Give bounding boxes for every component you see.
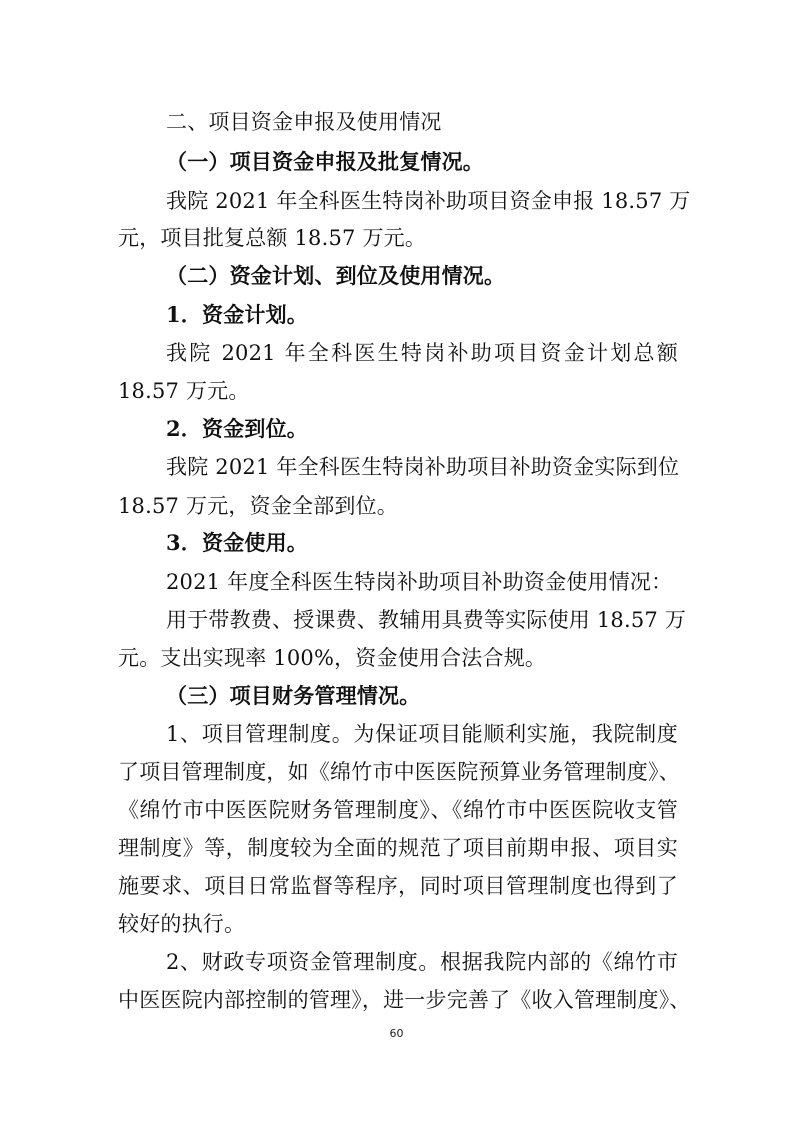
item1-line-2: 18.57 万元。 (118, 379, 250, 403)
sub3-p2-line-2: 中医医院内部控制的管理》，进一步完善了《收入管理制度》、 (118, 988, 691, 1012)
page-number: 60 (389, 1027, 404, 1040)
item1-line-1: 我院 2021 年全科医生特岗补助项目资金计划总额 (166, 341, 678, 365)
item3-title: 3．资金使用。 (166, 530, 309, 555)
sub1-title: （一）项目资金申报及批复情况。 (166, 149, 484, 174)
sub3-p1-line-5: 施要求、项目日常监督等程序，同时项目管理制度也得到了 (118, 874, 678, 898)
item3-line-1: 2021 年度全科医生特岗补助项目补助资金使用情况： (166, 570, 673, 594)
section-heading: 二、项目资金申报及使用情况 (166, 110, 442, 134)
item2-line-2: 18.57 万元，资金全部到位。 (118, 494, 398, 518)
item3-line-3: 元。支出实现率 100%，资金使用合法合规。 (118, 646, 547, 670)
sub3-p1-line-3: 《绵竹市中医医院财务管理制度》、《绵竹市中医医院收支管 (118, 798, 678, 822)
sub3-p1-line-6: 较好的执行。 (118, 912, 246, 936)
sub3-p1-line-2: 了项目管理制度，如《绵竹市中医医院预算业务管理制度》、 (118, 760, 680, 784)
item1-title: 1．资金计划。 (166, 302, 309, 327)
sub3-title: （三）项目财务管理情况。 (166, 683, 421, 708)
sub2-title: （二）资金计划、到位及使用情况。 (166, 263, 506, 288)
sub3-p1-line-1: 1、项目管理制度。为保证项目能顺利实施，我院制度 (166, 722, 678, 746)
item2-title: 2．资金到位。 (166, 416, 309, 441)
sub1-paragraph-line-2: 元，项目批复总额 18.57 万元。 (118, 226, 427, 250)
sub3-p1-line-4: 理制度》等，制度较为全面的规范了项目前期申报、项目实 (118, 836, 678, 860)
item3-line-2: 用于带教费、授课费、教辅用具费等实际使用 18.57 万 (166, 608, 687, 632)
sub1-paragraph-line-1: 我院 2021 年全科医生特岗补助项目资金申报 18.57 万 (166, 189, 691, 213)
item2-line-1: 我院 2021 年全科医生特岗补助项目补助资金实际到位 (166, 455, 680, 479)
sub3-p2-line-1: 2、财政专项资金管理制度。根据我院内部的《绵竹市 (166, 950, 678, 974)
